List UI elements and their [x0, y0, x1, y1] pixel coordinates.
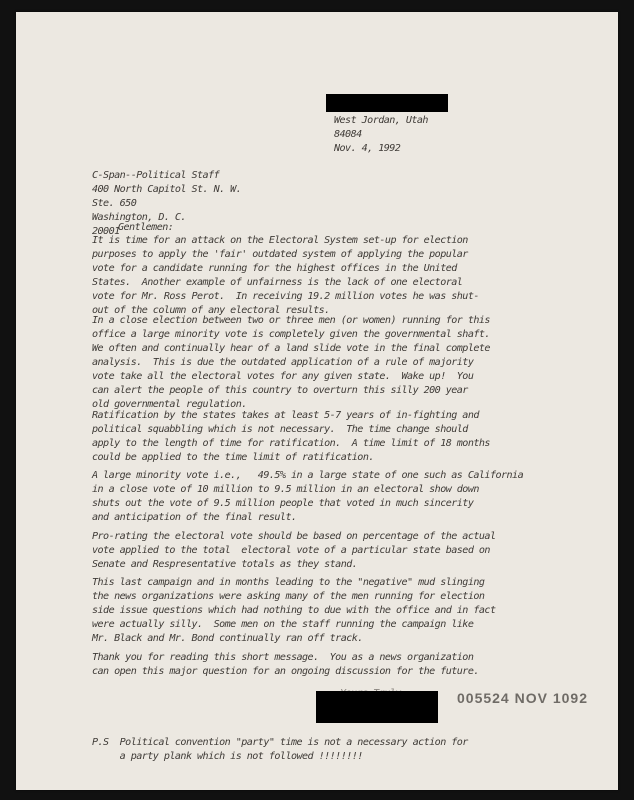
para7-line2: can open this major question for an ongoing discussion for the future. — [92, 666, 479, 677]
redacted-signature — [316, 691, 438, 723]
para4-line1: A large minority vote i.e., 49.5% in a large state of one such as California — [92, 470, 524, 481]
para2-line3: We often and continually hear of a land slide vote in the final complete — [92, 343, 490, 354]
para6-line3: side issue questions which had nothing to due with the office and in fact — [92, 605, 496, 616]
para1-line5: vote for Mr. Ross Perot. In receiving 19.2 million votes he was shut- — [92, 291, 479, 302]
recipient-line-5: 20001 — [92, 226, 120, 237]
para1-line2: purposes to apply the 'fair' outdated system of applying the popular — [92, 249, 468, 260]
received-stamp: 005524 NOV 1092 — [457, 690, 588, 706]
para7-line1: Thank you for reading this short message. You as a news organization — [92, 652, 474, 663]
recipient-line-4: Washington, D. C. — [92, 212, 186, 223]
para4-line3: shuts out the vote of 9.5 million people that voted in much sincerity — [92, 498, 474, 509]
para3-line4: could be applied to the time limit of ratification. — [92, 452, 374, 463]
para1-line1: It is time for an attack on the Electoral System set-up for election — [92, 235, 468, 246]
para6-line4: were actually silly. Some men on the staff running the campaign like — [92, 619, 474, 630]
para3-line1: Ratification by the states takes at least 5-7 years of in-fighting and — [92, 410, 479, 421]
address-line-2: 84084 — [334, 129, 362, 140]
para1-line6: out of the column of any electoral results. — [92, 305, 330, 316]
para3-line2: political squabbling which is not necessary. The time change should — [92, 424, 468, 435]
para2-line7: old governmental regulation. — [92, 399, 247, 410]
para6-line2: the news organizations were asking many of the men running for election — [92, 591, 485, 602]
para2-line4: analysis. This is due the outdated application of a rule of majority — [92, 357, 474, 368]
postscript-line2: a party plank which is not followed !!!!!!!! — [92, 751, 363, 762]
para2-line2: office a large minority vote is completely given the governmental shaft. — [92, 329, 490, 340]
para2-line5: vote take all the electoral votes for any given state. Wake up! You — [92, 371, 474, 382]
para2-line6: can alert the people of this country to overturn this silly 200 year — [92, 385, 468, 396]
redacted-name-top — [326, 94, 448, 112]
para6-line1: This last campaign and in months leading to the "negative" mud slinging — [92, 577, 485, 588]
address-line-1: West Jordan, Utah — [334, 115, 428, 126]
para5-line3: Senate and Respresentative totals as they stand. — [92, 559, 358, 570]
postscript-line1: P.S Political convention "party" time is not a necessary action for — [92, 737, 468, 748]
recipient-line-2: 400 North Capitol St. N. W. — [92, 184, 242, 195]
para4-line4: and anticipation of the final result. — [92, 512, 297, 523]
para1-line4: States. Another example of unfairness is the lack of one electoral — [92, 277, 463, 288]
para4-line2: in a close vote of 10 million to 9.5 million in an electoral show down — [92, 484, 479, 495]
address-date: Nov. 4, 1992 — [334, 143, 401, 154]
para6-line5: Mr. Black and Mr. Bond continually ran off track. — [92, 633, 363, 644]
para5-line1: Pro-rating the electoral vote should be based on percentage of the actual — [92, 531, 496, 542]
para3-line3: apply to the length of time for ratification. A time limit of 18 months — [92, 438, 490, 449]
para5-line2: vote applied to the total electoral vote of a particular state based on — [92, 545, 490, 556]
para1-line3: vote for a candidate running for the highest offices in the United — [92, 263, 457, 274]
para2-line1: In a close election between two or three men (or women) running for this — [92, 315, 490, 326]
recipient-line-1: C-Span--Political Staff — [92, 170, 220, 181]
recipient-line-3: Ste. 650 — [92, 198, 137, 209]
salutation: Gentlemen: — [118, 222, 174, 233]
